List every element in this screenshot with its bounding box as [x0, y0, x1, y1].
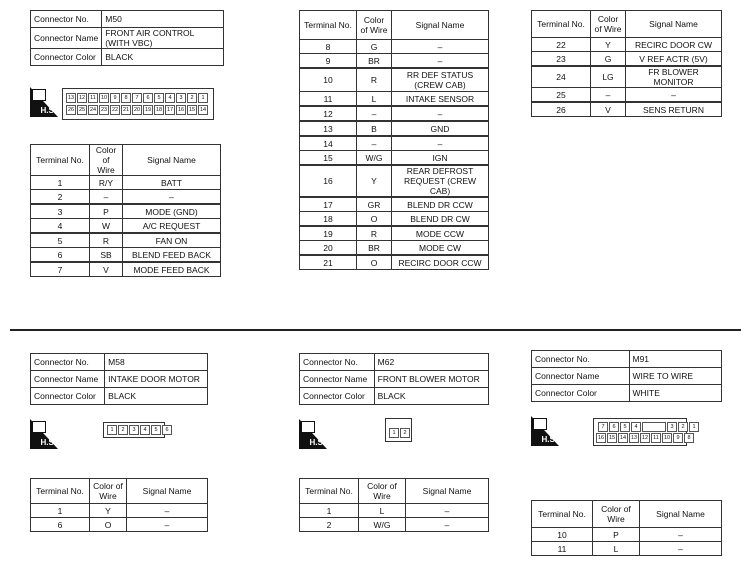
signal-name-cell: – — [392, 136, 489, 151]
m50-connector-face — [62, 88, 214, 120]
connector-pin: 12 — [78, 95, 86, 101]
connector-pin: 11 — [88, 93, 98, 103]
table-row — [300, 197, 489, 212]
wire-color-cell: Y — [591, 38, 626, 52]
signal-name-cell: SENS RETURN — [626, 102, 722, 117]
terminal-no-cell: 16 — [300, 165, 357, 197]
connector-pin: 4 — [140, 425, 150, 435]
signal-name-header: Signal Name — [127, 479, 208, 504]
connector-pin: 26 — [67, 107, 75, 113]
info-row — [31, 371, 208, 388]
harness-side-icon: H.S. — [531, 416, 559, 446]
info-row — [532, 368, 722, 385]
table-row — [31, 219, 221, 234]
terminal-no-cell: 6 — [31, 518, 90, 532]
terminal-no-cell: 7 — [31, 262, 90, 277]
table-row — [31, 262, 221, 277]
terminal-no-header: Terminal No. — [532, 11, 591, 38]
connector-pin: 6 — [609, 422, 619, 432]
connector-pin: 19 — [144, 107, 152, 113]
info-key: Connector No. — [31, 354, 105, 371]
wire-color-cell: G — [591, 52, 626, 67]
connector-pin: 7 — [132, 93, 142, 103]
table-row — [532, 66, 722, 88]
connector-pin: 11 — [651, 433, 661, 443]
table-row — [31, 518, 208, 532]
connector-pin: 16 — [597, 435, 605, 441]
info-value: WIRE TO WIRE — [629, 368, 722, 385]
m50-terminal-table-1 — [30, 144, 221, 277]
connector-pin: 18 — [155, 107, 163, 113]
info-row — [532, 351, 722, 368]
color-of-wire-header: Color of Wire — [359, 479, 406, 504]
signal-name-cell: BLEND FEED BACK — [123, 248, 221, 263]
connector-pin: 8 — [684, 433, 694, 443]
table-row — [300, 165, 489, 197]
table-row — [300, 212, 489, 227]
connector-pin: 22 — [111, 107, 119, 113]
terminal-no-cell: 2 — [300, 518, 359, 532]
info-value: FRONT BLOWER MOTOR — [374, 371, 488, 388]
info-row — [31, 28, 224, 49]
terminal-no-cell: 2 — [31, 190, 90, 205]
signal-name-cell: BLEND DR CW — [392, 212, 489, 227]
connector-pin: 1 — [198, 93, 208, 103]
wire-color-cell: GR — [357, 197, 392, 212]
table-row — [300, 151, 489, 166]
harness-side-icon: H.S. — [299, 419, 327, 449]
signal-name-header: Signal Name — [392, 11, 489, 40]
color-of-wire-header: Color of Wire — [90, 145, 123, 176]
connector-pin: 1 — [689, 422, 699, 432]
connector-pin: 7 — [598, 422, 608, 432]
m50-terminal-table-3 — [531, 10, 722, 117]
connector-pin: 16 — [177, 107, 185, 113]
wire-color-cell: Y — [90, 504, 127, 518]
wire-color-cell: W — [90, 219, 123, 234]
connector-pin: 14 — [199, 107, 207, 113]
harness-side-icon: H.S. — [30, 419, 58, 449]
signal-name-header: Signal Name — [406, 479, 489, 504]
connector-pin: 1 — [389, 428, 399, 438]
terminal-no-cell: 1 — [300, 504, 359, 518]
table-row — [31, 204, 221, 219]
connector-pin: 5 — [154, 93, 164, 103]
terminal-no-cell: 10 — [532, 528, 593, 542]
signal-name-cell: – — [640, 542, 722, 556]
m58-connector-face — [103, 422, 169, 438]
signal-name-cell: INTAKE SENSOR — [392, 92, 489, 107]
connector-pin: 17 — [166, 107, 174, 113]
connector-pin: 13 — [630, 435, 638, 441]
terminal-no-cell: 17 — [300, 197, 357, 212]
signal-name-cell: V REF ACTR (5V) — [626, 52, 722, 67]
terminal-no-cell: 15 — [300, 151, 357, 166]
signal-name-cell: BLEND DR CCW — [392, 197, 489, 212]
signal-name-cell: MODE CW — [392, 241, 489, 256]
connector-pin: 9 — [110, 93, 120, 103]
m91-terminal-table — [531, 500, 722, 556]
signal-name-cell: – — [406, 518, 489, 532]
table-row — [532, 52, 722, 67]
info-key: Connector Name — [532, 368, 630, 385]
signal-name-cell: – — [392, 106, 489, 121]
terminal-no-header: Terminal No. — [31, 479, 90, 504]
connector-pin: 2 — [187, 93, 197, 103]
connector-pin: 2 — [678, 422, 688, 432]
table-row — [532, 542, 722, 556]
signal-name-cell: FAN ON — [123, 233, 221, 248]
connector-pin: 6 — [143, 93, 153, 103]
wire-color-cell: V — [591, 102, 626, 117]
info-value: M50 — [102, 11, 224, 28]
color-of-wire-header: Color of Wire — [90, 479, 127, 504]
table-row — [300, 54, 489, 69]
terminal-no-cell: 6 — [31, 248, 90, 263]
wire-color-cell: – — [90, 190, 123, 205]
connector-pin — [642, 422, 666, 432]
color-of-wire-header: Color of Wire — [593, 501, 640, 528]
signal-name-cell: FR BLOWER MONITOR — [626, 66, 722, 88]
m58-info-table — [30, 353, 208, 405]
m50-info-table — [30, 10, 224, 66]
table-row — [31, 504, 208, 518]
connector-pin: 3 — [667, 422, 677, 432]
connector-pin: 25 — [78, 107, 86, 113]
info-value: WHITE — [629, 385, 722, 402]
info-key: Connector Color — [31, 388, 105, 405]
table-row — [300, 518, 489, 532]
table-row — [300, 68, 489, 92]
table-row — [300, 226, 489, 241]
table-row — [300, 241, 489, 256]
terminal-no-header: Terminal No. — [300, 11, 357, 40]
terminal-no-cell: 12 — [300, 106, 357, 121]
connector-pin: 4 — [631, 422, 641, 432]
m62-connector-face — [385, 418, 412, 442]
m50-terminal-table-2 — [299, 10, 489, 270]
wire-color-cell: L — [359, 504, 406, 518]
signal-name-cell: MODE FEED BACK — [123, 262, 221, 277]
info-value: M58 — [105, 354, 208, 371]
terminal-no-cell: 5 — [31, 233, 90, 248]
signal-name-cell: BATT — [123, 176, 221, 190]
terminal-no-cell: 26 — [532, 102, 591, 117]
signal-name-cell: RR DEF STATUS (CREW CAB) — [392, 68, 489, 92]
info-key: Connector No. — [300, 354, 375, 371]
info-key: Connector No. — [31, 11, 102, 28]
connector-pin: 23 — [100, 107, 108, 113]
table-row — [31, 176, 221, 190]
info-key: Connector Color — [31, 49, 102, 66]
harness-side-icon: H.S. — [30, 87, 58, 117]
terminal-no-header: Terminal No. — [532, 501, 593, 528]
terminal-no-header: Terminal No. — [31, 145, 90, 176]
m58-terminal-table — [30, 478, 208, 532]
wire-color-cell: LG — [591, 66, 626, 88]
info-row — [532, 385, 722, 402]
connector-pin: 15 — [608, 435, 616, 441]
m91-connector-face — [593, 418, 696, 446]
terminal-no-cell: 4 — [31, 219, 90, 234]
info-value: M62 — [374, 354, 488, 371]
m62-info-table — [299, 353, 489, 405]
signal-name-cell: – — [640, 528, 722, 542]
terminal-no-cell: 10 — [300, 68, 357, 92]
m62-terminal-table — [299, 478, 489, 532]
signal-name-cell: GND — [392, 121, 489, 136]
signal-name-cell: RECIRC DOOR CW — [626, 38, 722, 52]
wire-color-cell: W/G — [359, 518, 406, 532]
table-row — [300, 136, 489, 151]
terminal-no-cell: 25 — [532, 88, 591, 103]
connector-pin: 3 — [176, 93, 186, 103]
wire-color-cell: O — [357, 255, 392, 270]
connector-pin: 9 — [673, 433, 683, 443]
signal-name-header: Signal Name — [626, 11, 722, 38]
terminal-no-cell: 21 — [300, 255, 357, 270]
signal-name-header: Signal Name — [123, 145, 221, 176]
wire-color-cell: G — [357, 40, 392, 54]
wire-color-cell: O — [90, 518, 127, 532]
connector-pin: 15 — [188, 107, 196, 113]
signal-name-cell: – — [127, 504, 208, 518]
wire-color-cell: P — [593, 528, 640, 542]
table-row — [31, 190, 221, 205]
signal-name-cell: MODE CCW — [392, 226, 489, 241]
table-row — [532, 88, 722, 103]
terminal-no-cell: 3 — [31, 204, 90, 219]
wire-color-cell: P — [90, 204, 123, 219]
terminal-no-cell: 18 — [300, 212, 357, 227]
info-row — [31, 49, 224, 66]
table-row — [31, 248, 221, 263]
info-row — [31, 388, 208, 405]
info-key: Connector Name — [31, 371, 105, 388]
connector-pin: 5 — [151, 425, 161, 435]
signal-name-cell: – — [406, 504, 489, 518]
info-key: Connector Name — [300, 371, 375, 388]
wire-color-cell: L — [593, 542, 640, 556]
connector-pin: 6 — [162, 425, 172, 435]
wire-color-cell: V — [90, 262, 123, 277]
wire-color-cell: B — [357, 121, 392, 136]
connector-pin: 12 — [641, 435, 649, 441]
signal-name-header: Signal Name — [640, 501, 722, 528]
table-row — [300, 504, 489, 518]
connector-pin: 8 — [121, 93, 131, 103]
table-row — [300, 121, 489, 136]
info-row — [300, 388, 489, 405]
info-value: FRONT AIR CONTROL (WITH VBC) — [102, 28, 224, 49]
terminal-no-cell: 1 — [31, 504, 90, 518]
table-row — [300, 92, 489, 107]
info-value: BLACK — [374, 388, 488, 405]
section-divider — [10, 329, 741, 331]
wire-color-cell: L — [357, 92, 392, 107]
terminal-no-cell: 14 — [300, 136, 357, 151]
signal-name-cell: – — [123, 190, 221, 205]
signal-name-cell: – — [626, 88, 722, 103]
signal-name-cell: – — [127, 518, 208, 532]
connector-pin: 10 — [100, 95, 108, 101]
color-of-wire-header: Color of Wire — [591, 11, 626, 38]
color-of-wire-header: Color of Wire — [357, 11, 392, 40]
wire-color-cell: – — [357, 106, 392, 121]
table-row — [300, 106, 489, 121]
connector-pin: 20 — [133, 107, 141, 113]
terminal-no-cell: 9 — [300, 54, 357, 69]
connector-pin: 24 — [89, 107, 97, 113]
terminal-no-header: Terminal No. — [300, 479, 359, 504]
table-row — [532, 38, 722, 52]
table-row — [300, 40, 489, 54]
table-row — [532, 528, 722, 542]
table-row — [31, 233, 221, 248]
wire-color-cell: R — [357, 68, 392, 92]
signal-name-cell: A/C REQUEST — [123, 219, 221, 234]
signal-name-cell: IGN — [392, 151, 489, 166]
info-key: Connector No. — [532, 351, 630, 368]
signal-name-cell: MODE (GND) — [123, 204, 221, 219]
terminal-no-cell: 23 — [532, 52, 591, 67]
m91-info-table — [531, 350, 722, 402]
wire-color-cell: R — [90, 233, 123, 248]
info-value: BLACK — [105, 388, 208, 405]
terminal-no-cell: 1 — [31, 176, 90, 190]
info-row — [300, 354, 489, 371]
wire-color-cell: – — [591, 88, 626, 103]
terminal-no-cell: 8 — [300, 40, 357, 54]
connector-pin: 1 — [107, 425, 117, 435]
signal-name-cell: – — [392, 54, 489, 69]
terminal-no-cell: 13 — [300, 121, 357, 136]
terminal-no-cell: 24 — [532, 66, 591, 88]
info-row — [300, 371, 489, 388]
info-value: BLACK — [102, 49, 224, 66]
info-row — [31, 11, 224, 28]
info-key: Connector Color — [300, 388, 375, 405]
table-row — [300, 255, 489, 270]
wire-color-cell: – — [357, 136, 392, 151]
wire-color-cell: R — [357, 226, 392, 241]
connector-pin: 5 — [620, 422, 630, 432]
connector-pin: 13 — [67, 95, 75, 101]
signal-name-cell: REAR DEFROST REQUEST (CREW CAB) — [392, 165, 489, 197]
connector-pin: 21 — [122, 107, 130, 113]
wire-color-cell: SB — [90, 248, 123, 263]
wire-color-cell: BR — [357, 241, 392, 256]
wire-color-cell: Y — [357, 165, 392, 197]
table-row — [532, 102, 722, 117]
connector-pin: 2 — [400, 428, 410, 438]
wire-color-cell: BR — [357, 54, 392, 69]
connector-pin: 14 — [619, 435, 627, 441]
connector-pin: 10 — [663, 435, 671, 441]
info-key: Connector Color — [532, 385, 630, 402]
terminal-no-cell: 22 — [532, 38, 591, 52]
signal-name-cell: – — [392, 40, 489, 54]
info-value: M91 — [629, 351, 722, 368]
info-row — [31, 354, 208, 371]
terminal-no-cell: 19 — [300, 226, 357, 241]
connector-pin: 4 — [165, 93, 175, 103]
connector-pin: 3 — [129, 425, 139, 435]
connector-pin: 2 — [118, 425, 128, 435]
wire-color-cell: O — [357, 212, 392, 227]
info-key: Connector Name — [31, 28, 102, 49]
terminal-no-cell: 11 — [300, 92, 357, 107]
wire-color-cell: R/Y — [90, 176, 123, 190]
info-value: INTAKE DOOR MOTOR — [105, 371, 208, 388]
terminal-no-cell: 11 — [532, 542, 593, 556]
signal-name-cell: RECIRC DOOR CCW — [392, 255, 489, 270]
wire-color-cell: W/G — [357, 151, 392, 166]
terminal-no-cell: 20 — [300, 241, 357, 256]
